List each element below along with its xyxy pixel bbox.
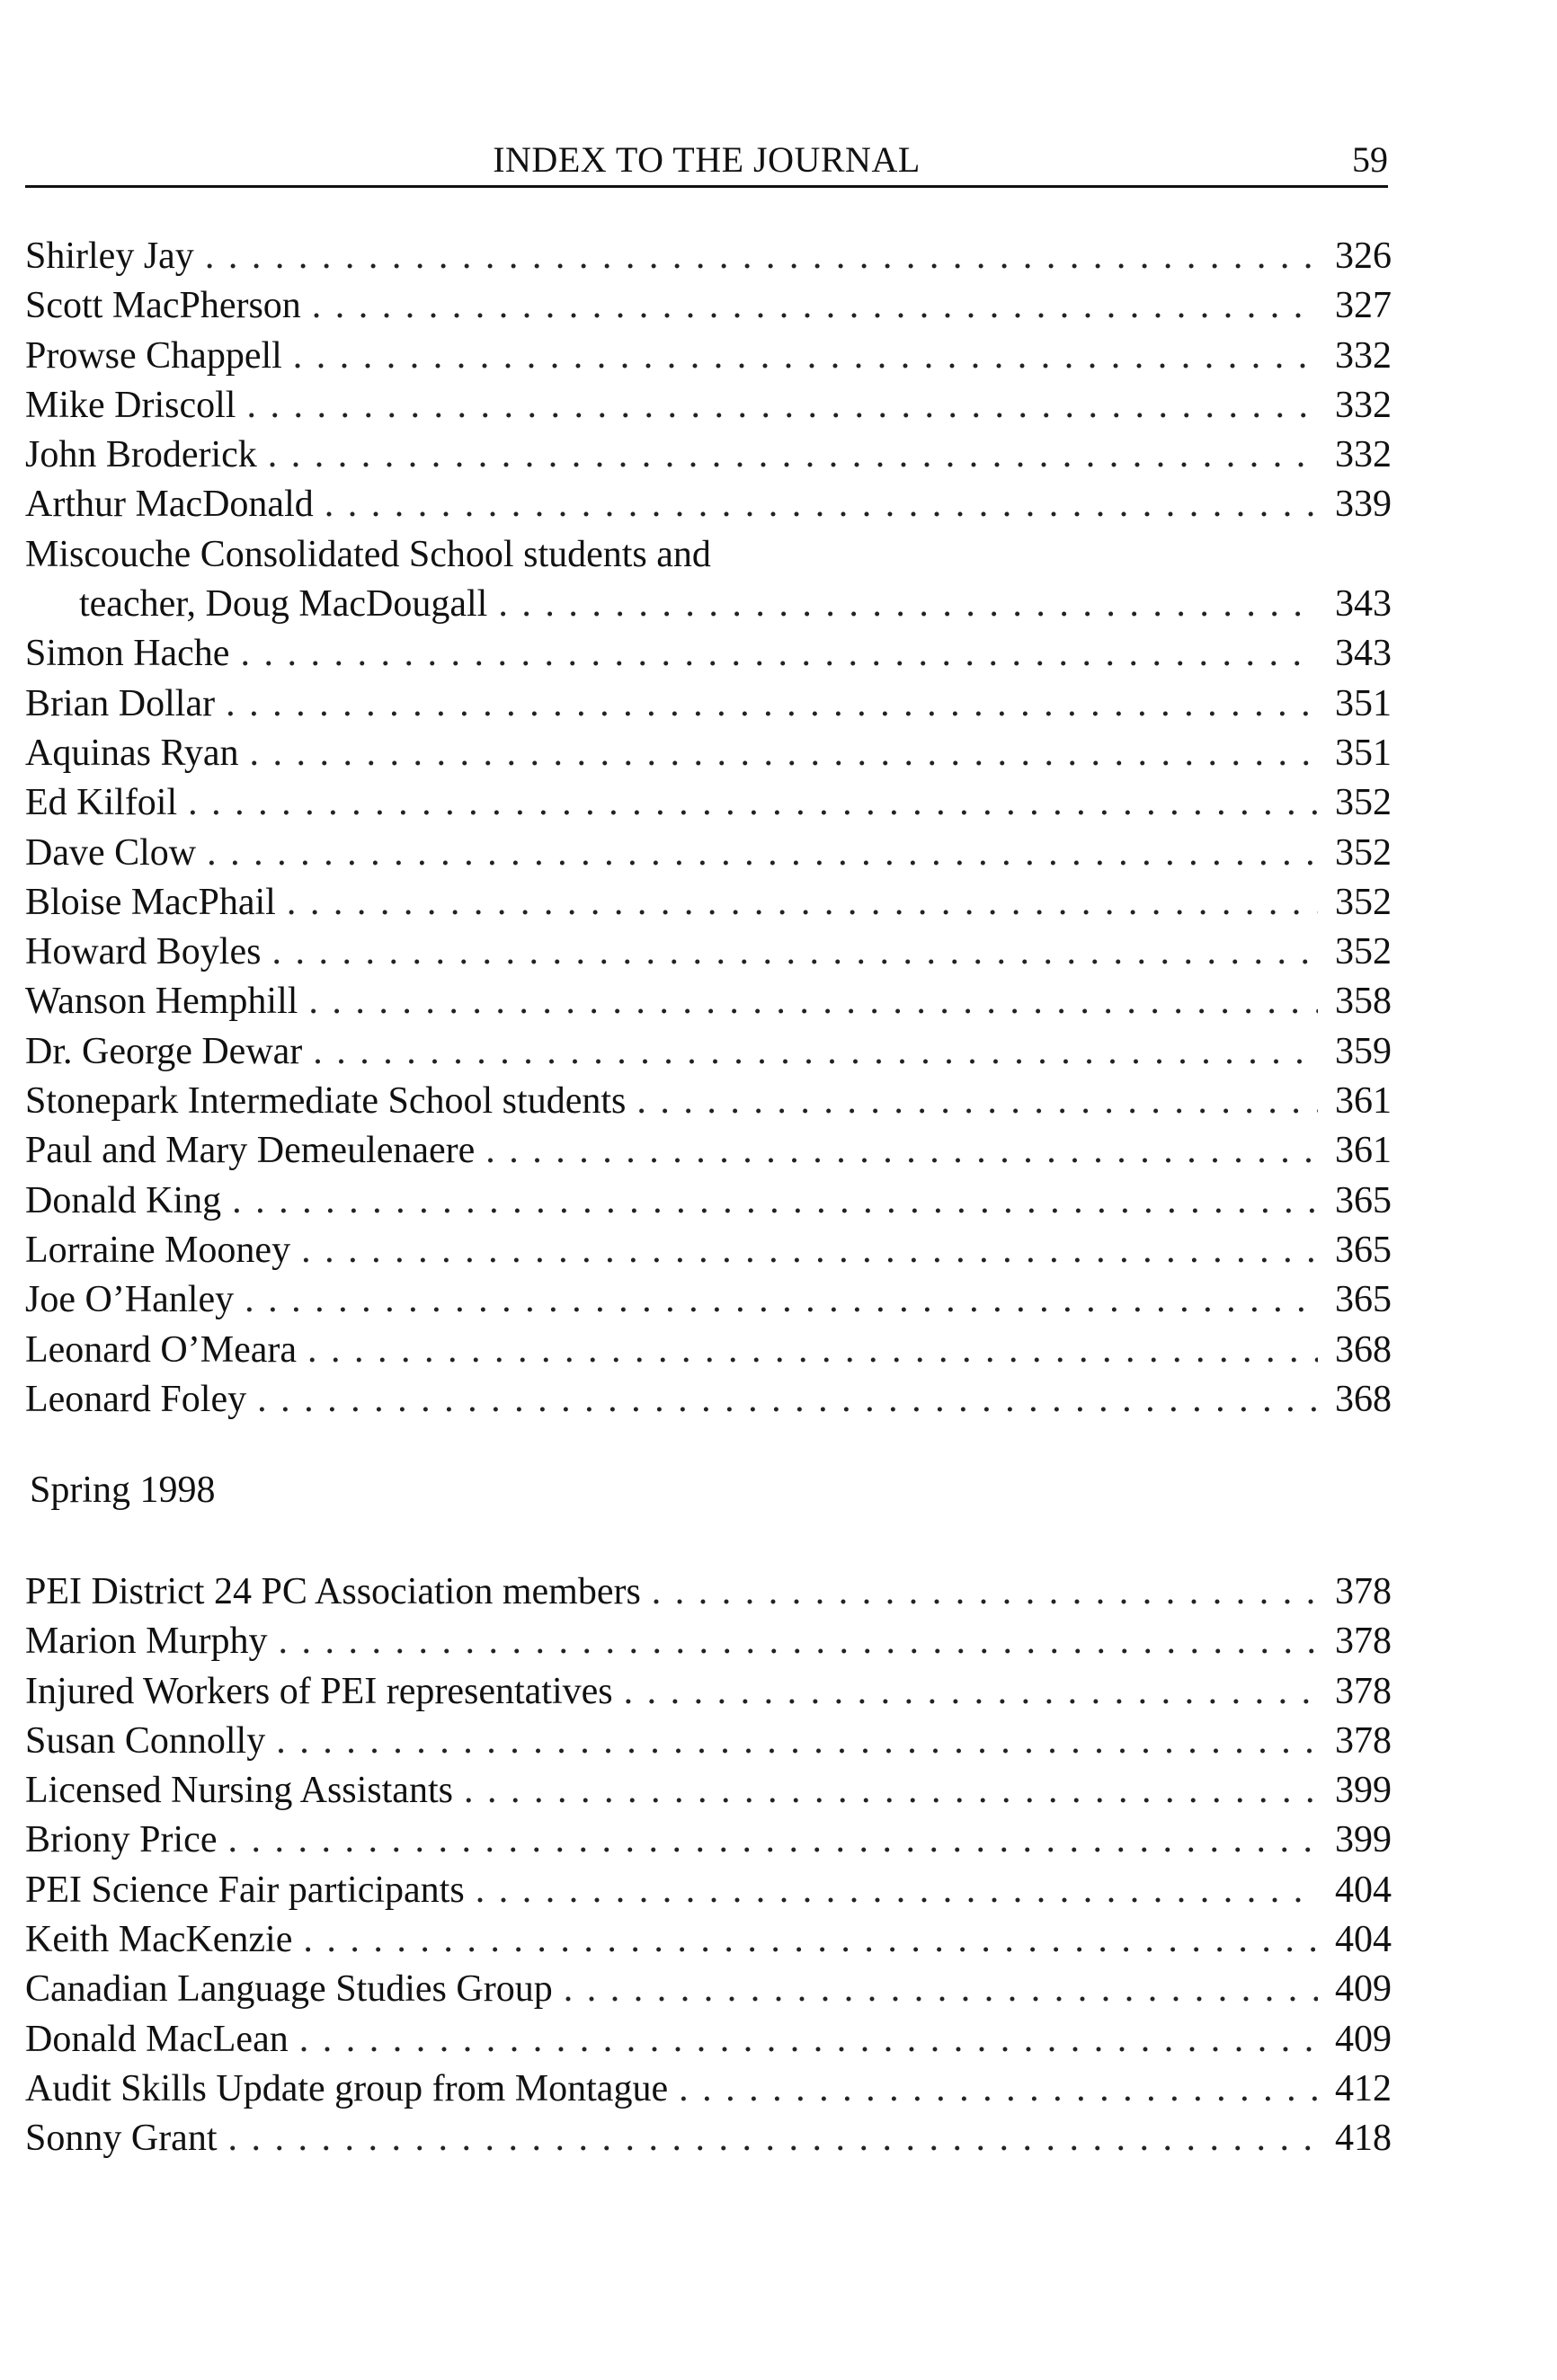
entry-name: Lorraine Mooney [25, 1229, 291, 1271]
dot-leader [249, 729, 1318, 778]
entry-page-number: 327 [1335, 285, 1392, 327]
dot-leader [205, 232, 1318, 281]
index-entry [25, 530, 1392, 580]
entry-name: Simon Hache [25, 633, 230, 675]
entry-page-number: 399 [1335, 1770, 1392, 1812]
dot-leader [312, 281, 1318, 331]
entry-name: Canadian Language Studies Group [25, 1968, 553, 2011]
entry-page-number: 332 [1335, 434, 1392, 476]
index-entry [25, 431, 1392, 480]
entry-page-number: 409 [1335, 1968, 1392, 2011]
entry-name: Dave Clow [25, 831, 197, 874]
entry-page-number: 368 [1335, 1328, 1392, 1371]
entry-page-number: 351 [1335, 682, 1392, 724]
entry-page-number: 359 [1335, 1030, 1392, 1072]
index-entry [25, 829, 1392, 878]
index-entry [25, 878, 1392, 928]
dot-leader [228, 2114, 1319, 2163]
index-entry [25, 1077, 1392, 1126]
dot-leader [301, 1226, 1318, 1275]
entry-page-number: 339 [1335, 484, 1392, 526]
entry-name: Audit Skills Update group from Montague [25, 2067, 669, 2109]
index-section-1 [25, 232, 1392, 1425]
entry-page-number: 378 [1335, 1571, 1392, 1612]
index-entry [25, 2015, 1392, 2065]
index-entry [25, 1717, 1392, 1766]
index-entry [25, 1667, 1392, 1717]
dot-leader [308, 977, 1318, 1026]
entry-name: Leonard Foley [25, 1378, 247, 1420]
index-entry [25, 629, 1392, 679]
entry-page-number: 352 [1335, 881, 1392, 923]
entry-name: Paul and Mary Demeulenaere [25, 1130, 476, 1172]
dot-leader [464, 1766, 1318, 1816]
entry-name: Keith MacKenzie [25, 1919, 293, 1961]
dot-leader [245, 1275, 1318, 1325]
entry-name: Howard Boyles [25, 931, 262, 973]
entry-page-number: 404 [1335, 1869, 1392, 1911]
entry-page-number: 361 [1335, 1130, 1392, 1172]
dot-leader [325, 480, 1318, 529]
entry-page-number: 352 [1335, 831, 1392, 874]
index-entry [25, 2065, 1392, 2114]
entry-page-number: 378 [1335, 1621, 1392, 1663]
entry-page-number: 351 [1335, 732, 1392, 774]
entry-name: Joe O’Hanley [25, 1279, 235, 1321]
entry-name: PEI District 24 PC Association members [25, 1571, 641, 1612]
dot-leader [246, 381, 1318, 431]
entry-page-number: 365 [1335, 1179, 1392, 1221]
entry-name: Aquinas Ryan [25, 732, 239, 774]
entry-name: Marion Murphy [25, 1621, 268, 1663]
section-heading: Spring 1998 [30, 1470, 216, 1511]
dot-leader [240, 629, 1318, 679]
index-entry [25, 679, 1392, 729]
index-entry [25, 1816, 1392, 1865]
entry-page-number: 352 [1335, 931, 1392, 973]
index-entry [25, 332, 1392, 381]
dot-leader [257, 1375, 1318, 1425]
index-entry [25, 1965, 1392, 2014]
index-entry [25, 1027, 1392, 1077]
index-entry [25, 480, 1392, 529]
index-entry [25, 1126, 1392, 1176]
index-entry [25, 928, 1392, 977]
running-header [25, 135, 1388, 188]
entry-name: Shirley Jay [25, 235, 194, 277]
index-entry [25, 778, 1392, 828]
entry-page-number: 352 [1335, 782, 1392, 824]
index-entry [25, 1567, 1392, 1617]
index-entry [25, 1226, 1392, 1275]
entry-name: PEI Science Fair participants [25, 1869, 465, 1911]
page-title: INDEX TO THE JOURNAL [493, 139, 921, 180]
dot-leader [313, 1027, 1318, 1077]
dot-leader [307, 1326, 1318, 1375]
entry-name: Leonard O’Meara [25, 1328, 297, 1371]
index-entry [25, 1275, 1392, 1325]
entry-page-number: 378 [1335, 1670, 1392, 1712]
dot-leader [227, 1816, 1318, 1865]
entry-page-number: 361 [1335, 1080, 1392, 1123]
dot-leader [293, 332, 1318, 381]
dot-leader [287, 878, 1318, 928]
entry-page-number: 343 [1335, 583, 1392, 626]
dot-leader [624, 1667, 1318, 1717]
dot-leader [476, 1866, 1318, 1915]
entry-name: Prowse Chappell [25, 334, 282, 377]
index-entry [25, 232, 1392, 281]
dot-leader [564, 1965, 1318, 2014]
entry-name: Bloise MacPhail [25, 881, 276, 923]
index-entry [25, 281, 1392, 331]
entry-page-number: 365 [1335, 1229, 1392, 1271]
page-number: 59 [1352, 139, 1388, 180]
entry-page-number: 343 [1335, 633, 1392, 675]
entry-name: Sonny Grant [25, 2118, 218, 2160]
index-entry [25, 381, 1392, 431]
entry-name: Stonepark Intermediate School students [25, 1080, 627, 1123]
entry-page-number: 358 [1335, 981, 1392, 1023]
dot-leader [278, 1617, 1318, 1666]
entry-page-number: 412 [1335, 2067, 1392, 2109]
dot-leader [679, 2065, 1318, 2114]
dot-leader [299, 2015, 1318, 2065]
dot-leader [232, 1177, 1318, 1226]
entry-name: Briony Price [25, 1819, 218, 1861]
entry-page-number: 404 [1335, 1919, 1392, 1961]
entry-name: Scott MacPherson [25, 285, 301, 327]
index-entry [25, 1617, 1392, 1666]
entry-page-number: 378 [1335, 1719, 1392, 1762]
entry-name: John Broderick [25, 434, 257, 476]
index-entry [25, 1177, 1392, 1226]
dot-leader [271, 928, 1318, 977]
entry-page-number: 368 [1335, 1378, 1392, 1420]
entry-name: Susan Connolly [25, 1719, 266, 1762]
dot-leader [207, 829, 1318, 878]
index-entry [25, 1326, 1392, 1375]
entry-name: Donald King [25, 1179, 222, 1221]
entry-name: Donald MacLean [25, 2018, 289, 2060]
entry-page-number: 418 [1335, 2118, 1392, 2160]
entry-name: Miscouche Consolidated School students and [25, 533, 711, 575]
entry-page-number: 332 [1335, 384, 1392, 426]
index-entry [25, 1866, 1392, 1915]
dot-leader [276, 1717, 1318, 1766]
entry-page-number: 399 [1335, 1819, 1392, 1861]
entry-name: Wanson Hemphill [25, 981, 298, 1023]
entry-name: Ed Kilfoil [25, 782, 178, 824]
index-entry [25, 1915, 1392, 1965]
entry-page-number: 409 [1335, 2018, 1392, 2060]
entry-name: Licensed Nursing Assistants [25, 1770, 453, 1812]
entry-page-number: 365 [1335, 1279, 1392, 1321]
index-entry [25, 1766, 1392, 1816]
index-entry [25, 1375, 1392, 1425]
dot-leader [485, 1126, 1318, 1176]
entry-name: Arthur MacDonald [25, 484, 314, 526]
dot-leader [303, 1915, 1318, 1965]
entry-page-number: 326 [1335, 235, 1392, 277]
dot-leader [268, 431, 1318, 480]
index-entry [25, 729, 1392, 778]
index-entry [25, 977, 1392, 1026]
entry-name: Mike Driscoll [25, 384, 236, 426]
dot-leader [652, 1567, 1318, 1617]
entry-page-number: 332 [1335, 334, 1392, 377]
index-section-2 [25, 1567, 1392, 2164]
index-entry [25, 2114, 1392, 2163]
dot-leader [498, 580, 1318, 629]
entry-name: Injured Workers of PEI representatives [25, 1670, 613, 1712]
entry-name: teacher, Doug MacDougall [79, 583, 488, 626]
dot-leader [636, 1077, 1318, 1126]
index-entry [25, 580, 1392, 629]
dot-leader [188, 778, 1318, 828]
dot-leader [226, 679, 1318, 729]
entry-name: Brian Dollar [25, 682, 216, 724]
entry-name: Dr. George Dewar [25, 1030, 303, 1072]
